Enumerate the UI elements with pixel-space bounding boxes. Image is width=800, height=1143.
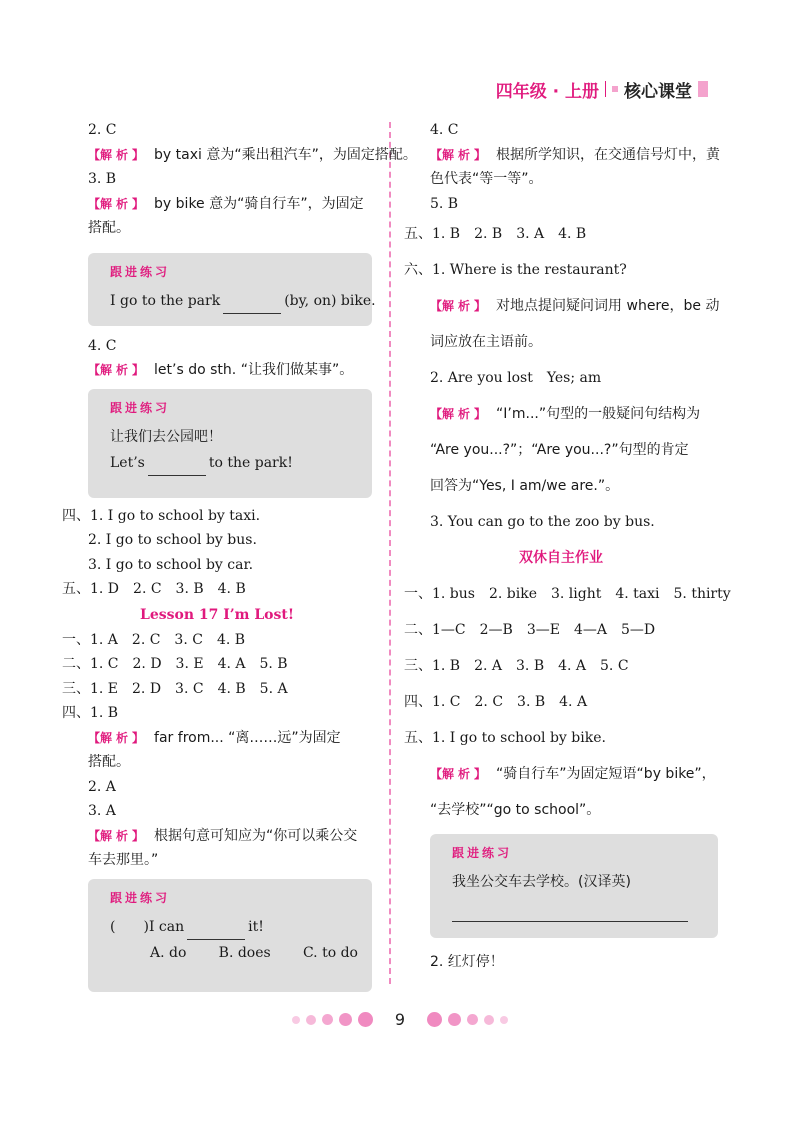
analysis-text: “骑自行车”为固定短语“by bike”， — [496, 766, 716, 782]
option-a[interactable]: A. do — [150, 944, 187, 961]
answer: 四、1. I go to school by taxi. — [62, 507, 261, 524]
section-label: 核心课堂 — [624, 81, 692, 102]
dot-icon — [322, 1014, 333, 1025]
answer: 五、1. D 2. C 3. B 4. B — [62, 581, 246, 597]
analysis-text: 搭配。 — [88, 754, 130, 770]
option-c[interactable]: C. to do — [302, 944, 358, 961]
dot-icon — [448, 1013, 461, 1026]
analysis-tag: 【 解析 】 — [88, 358, 144, 383]
analysis-text: by bike 意为“骑自行车”，为固定 — [154, 195, 364, 212]
practice-title: 跟进练习 — [110, 890, 171, 905]
practice-title: 跟进练习 — [110, 264, 171, 279]
answer: 六、1. Where is the restaurant? — [404, 262, 627, 278]
analysis-text: 对地点提问疑问词用 where，be 动 — [496, 298, 720, 314]
analysis-text: 根据所学知识，在交通信号灯中，黄 — [496, 146, 721, 163]
question-text: 我坐公交车去学校。(汉译英) — [452, 874, 631, 890]
practice-title: 跟进练习 — [452, 846, 513, 860]
header-square-icon — [612, 86, 618, 92]
left-column — [62, 118, 417, 998]
dot-icon — [358, 1012, 373, 1027]
answer: 2. A — [88, 778, 116, 795]
grade-label: 四年级 · 上册 — [495, 81, 599, 102]
analysis-tag: 【 解析 】 — [88, 726, 144, 751]
dot-icon — [339, 1013, 352, 1026]
header-bar-icon — [698, 81, 708, 97]
header-separator — [605, 81, 606, 97]
question-text: it! — [248, 918, 264, 935]
answer-line[interactable] — [452, 903, 688, 922]
question-text: I go to the park — [110, 292, 221, 309]
analysis-tag: 【 解析 】 — [430, 756, 486, 792]
analysis-text: far from... “离……远”为固定 — [154, 729, 341, 746]
analysis-tag: 【 解析 】 — [430, 143, 486, 168]
answer-blank[interactable] — [223, 312, 281, 314]
practice-box — [430, 834, 718, 938]
answer: 2. Are you lost Yes; am — [430, 370, 602, 386]
answer: 五、1. B 2. B 3. A 4. B — [404, 226, 587, 242]
question-text: Let’s — [110, 454, 145, 471]
lesson-title: Lesson 17 I’m Lost! — [139, 606, 295, 623]
answer: 2. 红灯停！ — [430, 954, 504, 970]
answer: 四、1. C 2. C 3. B 4. A — [404, 694, 588, 710]
answer: 2. I go to school by bus. — [88, 532, 257, 548]
page-number: 9 — [394, 1010, 406, 1029]
answer: 四、1. B — [62, 705, 119, 721]
analysis-text: 根据句意可知应为“你可以乘公交 — [154, 827, 358, 844]
answer-blank[interactable] — [148, 474, 206, 476]
analysis-text: 词应放在主语前。 — [430, 334, 542, 350]
column-divider — [389, 122, 391, 984]
question-text: (by, on) bike. — [284, 292, 376, 309]
page-footer — [0, 1010, 800, 1029]
answer: 5. B — [430, 195, 459, 212]
analysis-text: “Are you...?”；“Are you...?”句型的肯定 — [430, 442, 689, 458]
answer: 2. C — [88, 122, 117, 138]
answer: 4. C — [430, 122, 459, 138]
question-text: I can — [148, 918, 185, 935]
analysis-tag: 【 解析 】 — [88, 824, 144, 849]
analysis-text: let’s do sth. “让我们做某事”。 — [154, 362, 354, 378]
answer: 3. I go to school by car. — [88, 556, 254, 573]
analysis-text: “I’m...”句型的一般疑问句结构为 — [496, 406, 701, 422]
question-text: 让我们去公园吧！ — [110, 428, 222, 445]
answer: 五、1. I go to school by bike. — [404, 730, 606, 746]
dot-icon — [292, 1016, 300, 1024]
practice-box — [88, 389, 372, 498]
answer: 3. You can go to the zoo by bus. — [430, 514, 655, 530]
dot-icon — [306, 1015, 316, 1025]
analysis-tag: 【 解析 】 — [430, 396, 486, 432]
answer: 二、1—C 2—B 3—E 4—A 5—D — [404, 622, 656, 638]
option-b[interactable]: B. does — [218, 944, 271, 961]
analysis-tag: 【 解析 】 — [88, 143, 144, 168]
answer-paren[interactable]: ( ) — [110, 918, 149, 935]
analysis-tag: 【 解析 】 — [430, 288, 486, 324]
homework-title: 双休自主作业 — [519, 550, 603, 566]
answer: 4. C — [88, 337, 117, 354]
analysis-text: 搭配。 — [88, 220, 130, 236]
dot-icon — [484, 1015, 494, 1025]
answer: 一、1. A 2. C 3. C 4. B — [62, 631, 246, 648]
dot-icon — [427, 1012, 442, 1027]
page-header — [496, 78, 708, 100]
analysis-text: 回答为“Yes, I am/we are.”。 — [430, 478, 620, 494]
practice-box — [88, 253, 376, 326]
question-text: to the park! — [208, 454, 293, 471]
dot-icon — [467, 1014, 478, 1025]
answer: 三、1. B 2. A 3. B 4. A 5. C — [404, 658, 629, 674]
answer: 一、1. bus 2. bike 3. light 4. taxi 5. thirty — [404, 586, 731, 602]
answer: 3. B — [88, 171, 117, 187]
analysis-text: 车去那里。” — [88, 852, 159, 868]
practice-box — [88, 879, 372, 992]
answer: 三、1. E 2. D 3. C 4. B 5. A — [62, 680, 288, 697]
analysis-tag: 【 解析 】 — [88, 192, 144, 217]
right-column — [404, 118, 731, 980]
analysis-text: by taxi 意为“乘出租汽车”，为固定搭配。 — [154, 146, 417, 163]
analysis-text: “去学校”“go to school”。 — [430, 802, 601, 818]
answer: 3. A — [88, 803, 116, 819]
practice-title: 跟进练习 — [110, 400, 171, 415]
answer: 二、1. C 2. D 3. E 4. A 5. B — [62, 656, 288, 672]
dot-icon — [500, 1016, 508, 1024]
analysis-text: 色代表“等一等”。 — [430, 171, 543, 187]
